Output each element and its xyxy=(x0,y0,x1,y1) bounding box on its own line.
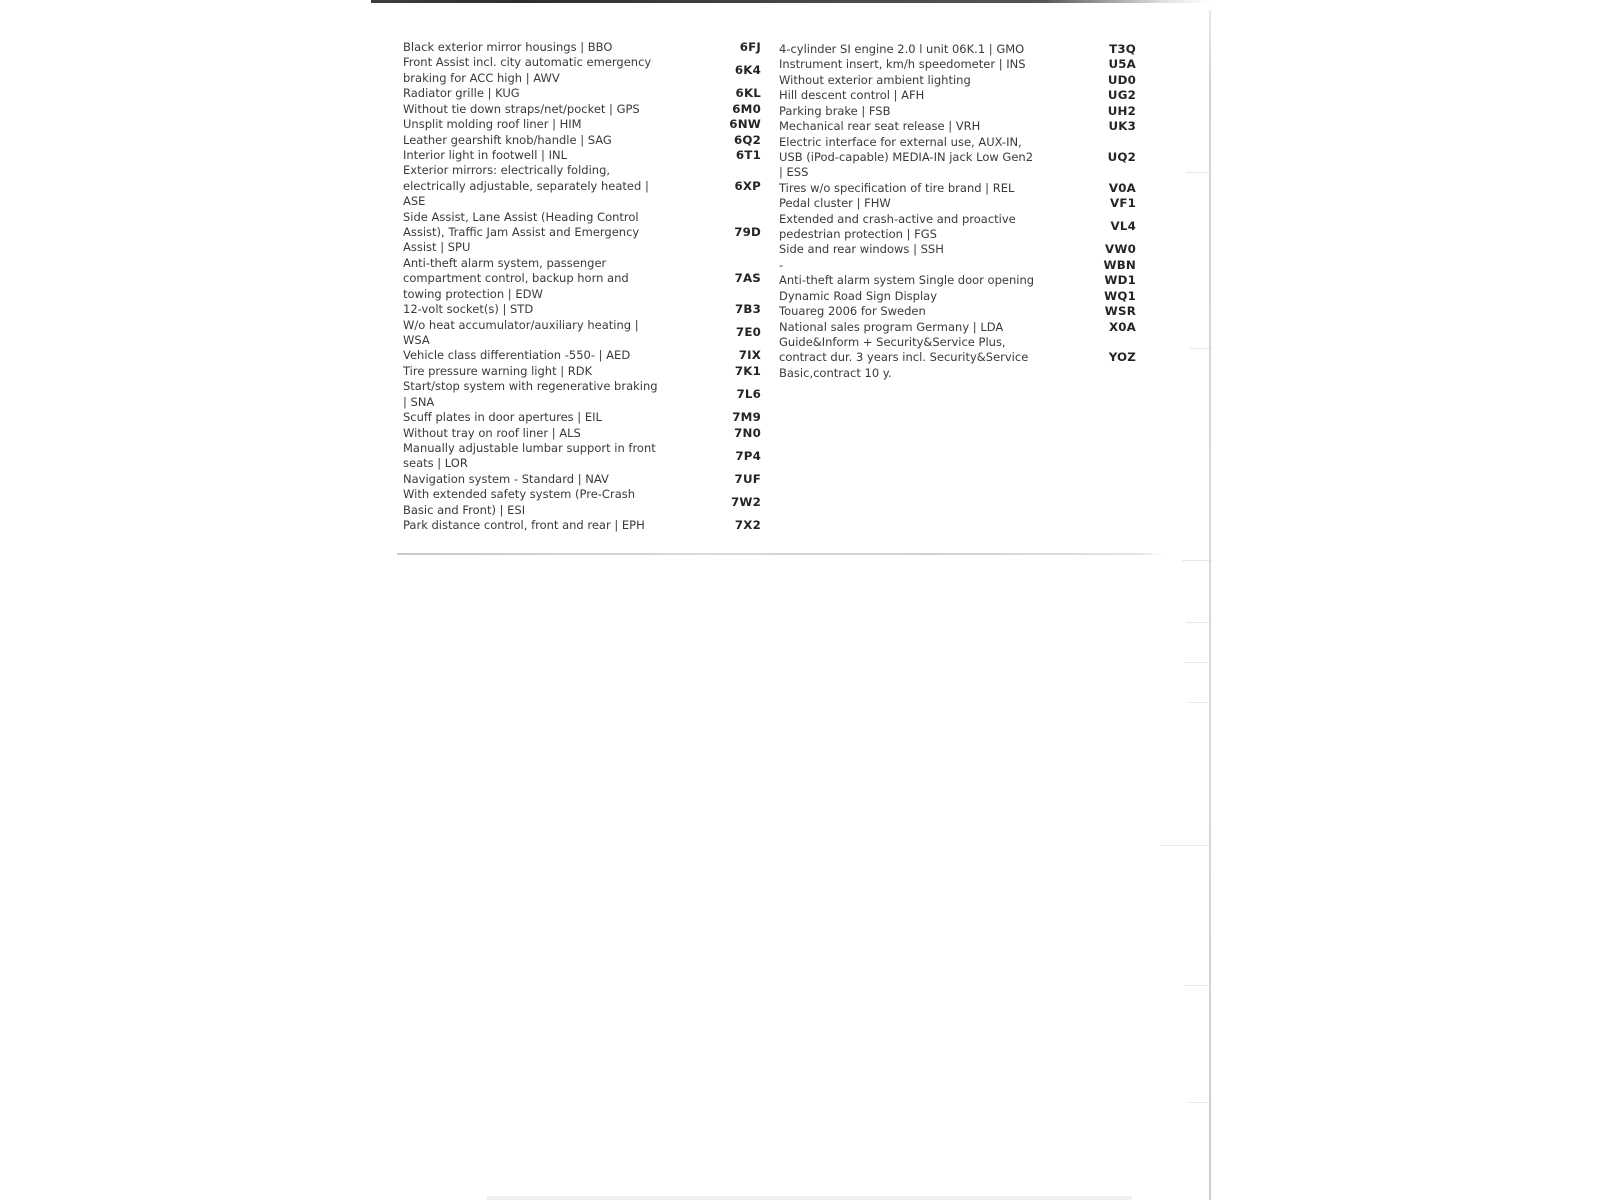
option-description: Navigation system - Standard | NAV xyxy=(403,471,609,486)
option-code: YOZ xyxy=(1108,350,1136,365)
option-row xyxy=(403,318,761,349)
option-description: 4-cylinder SI engine 2.0 l unit 06K.1 | GMO xyxy=(779,42,1025,56)
option-code: U5A xyxy=(1108,57,1136,72)
option-description: Leather gearshift knob/handle | SAG xyxy=(403,132,612,147)
option-description: Exterior mirrors: electrically folding, electrically adjustable, separately heated | ASE xyxy=(403,163,649,209)
option-description: Dynamic Road Sign Display xyxy=(779,288,938,303)
option-row xyxy=(779,273,1136,288)
option-code: V0A xyxy=(1108,180,1136,195)
option-code: 7W2 xyxy=(730,494,761,509)
option-row xyxy=(403,487,761,518)
option-code: 7E0 xyxy=(735,325,761,340)
option-row xyxy=(403,148,761,163)
scan-artifact xyxy=(1188,702,1210,703)
option-row xyxy=(403,256,761,302)
option-code: 6KL xyxy=(735,86,761,101)
option-row xyxy=(403,426,761,441)
option-row xyxy=(403,163,761,209)
option-description: Manually adjustable lumbar support in front seats | LOR xyxy=(403,440,656,471)
scan-artifact xyxy=(1186,622,1210,623)
option-code: 6M0 xyxy=(732,101,761,116)
option-description: National sales program Germany | LDA xyxy=(779,319,1004,334)
option-description: Without exterior ambient lighting xyxy=(779,72,971,87)
option-code: 7N0 xyxy=(734,425,761,440)
option-code: WD1 xyxy=(1104,273,1136,288)
scan-artifact xyxy=(1160,845,1210,846)
option-description: Unsplit molding roof liner | HIM xyxy=(403,117,582,132)
option-row xyxy=(779,73,1136,88)
option-code: WSR xyxy=(1104,304,1136,319)
option-code: UG2 xyxy=(1107,88,1136,103)
option-row xyxy=(403,86,761,101)
option-row xyxy=(779,258,1136,273)
option-code: 6FJ xyxy=(739,40,761,54)
option-row xyxy=(403,133,761,148)
scan-artifact xyxy=(1182,560,1212,561)
option-description: Hill descent control | AFH xyxy=(779,88,925,103)
option-code: 6K4 xyxy=(734,63,761,78)
option-row xyxy=(403,348,761,363)
option-row xyxy=(779,42,1136,57)
option-code: VF1 xyxy=(1110,196,1136,211)
option-code: 6T1 xyxy=(735,147,761,162)
option-code: WQ1 xyxy=(1104,288,1136,303)
options-table-right xyxy=(779,42,1136,381)
option-row xyxy=(779,88,1136,103)
page-right-edge-line xyxy=(1209,10,1211,1200)
option-code: WBN xyxy=(1103,257,1136,272)
option-row xyxy=(403,472,761,487)
scan-artifact xyxy=(1184,985,1210,986)
option-code: 7L6 xyxy=(736,386,761,401)
option-description: Anti-theft alarm system, passenger compartment control, backup horn and towing protection | EDW xyxy=(403,255,629,301)
option-row xyxy=(403,518,761,533)
option-row xyxy=(403,441,761,472)
option-description: Pedal cluster | FHW xyxy=(779,196,891,211)
option-code: 6NW xyxy=(729,117,761,132)
option-code: VL4 xyxy=(1110,219,1136,234)
option-description: Electric interface for external use, AUX-IN, USB (iPod-capable) MEDIA-IN jack Low Gen2 | ESS xyxy=(779,134,1034,180)
option-code: UK3 xyxy=(1108,119,1136,134)
option-code: 7K1 xyxy=(734,363,761,378)
option-description: Guide&Inform + Security&Service Plus, contract dur. 3 years incl. Security&Service Basic,contract 10 y. xyxy=(779,335,1029,380)
option-description: - xyxy=(779,257,784,272)
option-row xyxy=(779,196,1136,211)
option-description: Black exterior mirror housings | BBO xyxy=(403,40,613,54)
option-description: With extended safety system (Pre-Crash Basic and Front) | ESI xyxy=(403,487,636,517)
option-description: Anti-theft alarm system Single door opening xyxy=(779,273,1035,288)
option-description: Mechanical rear seat release | VRH xyxy=(779,119,981,134)
option-row xyxy=(779,212,1136,243)
option-description: Parking brake | FSB xyxy=(779,103,891,118)
option-description: Park distance control, front and rear | EPH xyxy=(403,518,645,533)
options-table-left xyxy=(403,40,761,534)
option-row xyxy=(403,364,761,379)
option-row xyxy=(403,40,761,55)
list-bottom-rule xyxy=(397,553,1162,555)
option-description: W/o heat accumulator/auxiliary heating | WSA xyxy=(403,317,639,348)
option-description: Extended and crash-active and proactive pedestrian protection | FGS xyxy=(779,211,1016,242)
option-code: 7UF xyxy=(734,471,761,486)
option-row xyxy=(403,55,761,86)
option-row xyxy=(403,379,761,410)
scan-artifact xyxy=(1186,172,1212,173)
option-row xyxy=(779,320,1136,335)
option-code: 7P4 xyxy=(735,448,761,463)
option-code: VW0 xyxy=(1105,242,1136,257)
option-description: Without tie down straps/net/pocket | GPS xyxy=(403,101,640,116)
option-description: Scuff plates in door apertures | EIL xyxy=(403,410,602,425)
option-description: 12-volt socket(s) | STD xyxy=(403,302,534,317)
option-row xyxy=(403,117,761,132)
option-row xyxy=(779,242,1136,257)
option-code: 79D xyxy=(734,225,761,240)
option-code: 7B3 xyxy=(734,302,761,317)
option-row xyxy=(779,181,1136,196)
option-description: Side Assist, Lane Assist (Heading Control Assist), Traffic Jam Assist and Emergency Assist | SPU xyxy=(403,209,640,255)
option-code: UD0 xyxy=(1107,72,1136,87)
option-code: 7M9 xyxy=(732,410,761,425)
option-description: Interior light in footwell | INL xyxy=(403,147,567,162)
option-row xyxy=(779,304,1136,319)
option-code: 6Q2 xyxy=(733,132,761,147)
option-description: Instrument insert, km/h speedometer | INS xyxy=(779,57,1026,72)
option-row xyxy=(403,302,761,317)
scan-artifact xyxy=(487,1196,1132,1200)
option-description: Touareg 2006 for Sweden xyxy=(779,304,926,319)
option-description: Start/stop system with regenerative braking | SNA xyxy=(403,379,658,409)
option-description: Radiator grille | KUG xyxy=(403,86,520,101)
option-description: Side and rear windows | SSH xyxy=(779,242,944,257)
option-code: UH2 xyxy=(1107,103,1136,118)
scan-artifact xyxy=(1190,348,1212,349)
option-row xyxy=(779,289,1136,304)
option-description: Vehicle class differentiation -550- | AED xyxy=(403,348,631,363)
option-code: T3Q xyxy=(1109,42,1136,56)
option-code: 7IX xyxy=(738,348,761,363)
option-row xyxy=(779,104,1136,119)
option-code: 7AS xyxy=(734,271,761,286)
option-row xyxy=(779,335,1136,381)
option-row xyxy=(403,410,761,425)
option-row xyxy=(403,210,761,256)
option-row xyxy=(403,102,761,117)
scan-artifact xyxy=(1188,1102,1210,1103)
option-row xyxy=(779,135,1136,181)
option-description: Tire pressure warning light | RDK xyxy=(403,363,593,378)
option-code: 7X2 xyxy=(734,518,761,533)
option-row xyxy=(779,57,1136,72)
option-code: UQ2 xyxy=(1107,149,1136,164)
option-description: Front Assist incl. city automatic emergency braking for ACC high | AWV xyxy=(403,55,652,85)
option-description: Tires w/o specification of tire brand | REL xyxy=(779,180,1015,195)
option-row xyxy=(779,119,1136,134)
scan-artifact xyxy=(1184,662,1210,663)
page-top-edge-line xyxy=(371,0,1211,3)
option-code: 6XP xyxy=(734,178,761,193)
option-description: Without tray on roof liner | ALS xyxy=(403,425,581,440)
option-code: X0A xyxy=(1108,319,1136,334)
